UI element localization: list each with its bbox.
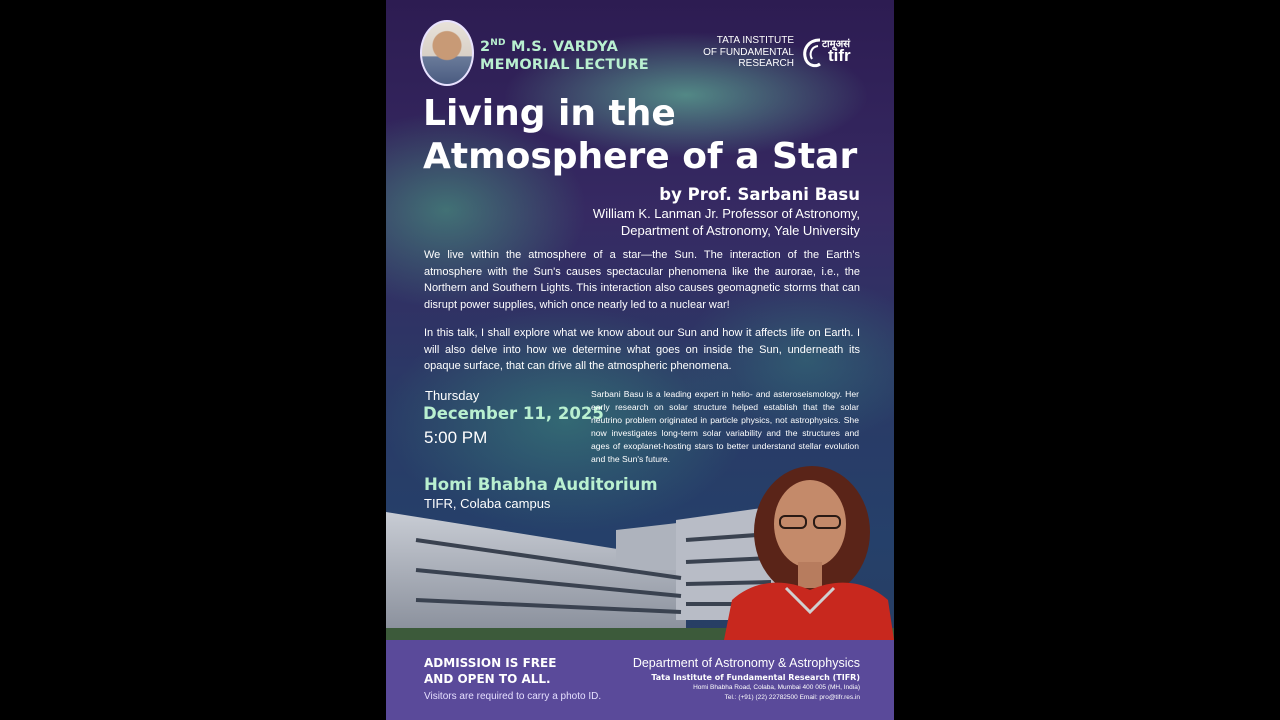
speaker-name: by Prof. Sarbani Basu bbox=[659, 185, 860, 204]
speaker-photo bbox=[724, 462, 894, 640]
institute-name: TATA INSTITUTE OF FUNDAMENTAL RESEARCH bbox=[703, 35, 794, 69]
footer bbox=[386, 640, 894, 720]
logo-hindi-text: टामूअसं bbox=[822, 39, 851, 50]
event-date: December 11, 2025 bbox=[423, 404, 604, 423]
venue-campus: TIFR, Colaba campus bbox=[424, 496, 551, 511]
lecture-series-title: 2ND M.S. VARDYA MEMORIAL LECTURE bbox=[480, 38, 649, 73]
logo-word: tifr bbox=[828, 46, 851, 65]
speaker-block bbox=[593, 184, 860, 239]
abstract-paragraph-1: We live within the atmosphere of a star—the Sun. The interaction of the Earth's atmosphere with the Sun's causes spectacular phenomena like the aurorae, i.e., the Northern and Southern Lights. This interaction also causes geomagnetic storms that can disrupt power supplies, which once nearly led to a nuclear war! bbox=[424, 249, 860, 311]
admission-notice: ADMISSION IS FREE AND OPEN TO ALL. bbox=[424, 656, 557, 686]
host-avatar bbox=[420, 20, 474, 86]
speaker-affiliation-2: Department of Astronomy, Yale University bbox=[620, 222, 860, 238]
institute-address: Homi Bhabha Road, Colaba, Mumbai 400 005 (MH, India) bbox=[693, 684, 860, 691]
tifr-logo bbox=[800, 36, 860, 68]
speaker-bio: Sarbani Basu is a leading expert in helio- and asteroseismology. Her early research on solar structure helped establish that the solar neutrino problem originated in particle physics, not astrophysics. She now investigates long-term solar variability and the structures and ages of exoplanet-hosting stars to better understand stellar evolution and the Sun's future. bbox=[591, 389, 859, 464]
poster bbox=[386, 0, 894, 720]
department-name: Department of Astronomy & Astrophysics bbox=[632, 656, 860, 670]
event-day: Thursday bbox=[425, 388, 480, 403]
talk-title: Living in the Atmosphere of a Star bbox=[423, 93, 858, 177]
institute-full-name: Tata Institute of Fundamental Research (TIFR) bbox=[651, 673, 860, 682]
speaker-affiliation-1: William K. Lanman Jr. Professor of Astronomy, bbox=[592, 206, 860, 221]
admission-note: Visitors are required to carry a photo ID. bbox=[424, 691, 602, 702]
venue-name: Homi Bhabha Auditorium bbox=[424, 475, 658, 494]
abstract-paragraph-2: In this talk, I shall explore what we know about our Sun and how it affects life on Earth. I will also delve into how we determine what goes on inside the Sun, underneath its opaque surface, that can drive all the atmospheric phenomena. bbox=[424, 327, 860, 372]
event-time: 5:00 PM bbox=[424, 428, 488, 447]
institute-contact: Tel.: (+91) (22) 22782500 Email: pro@tifr.res.in bbox=[724, 694, 860, 701]
